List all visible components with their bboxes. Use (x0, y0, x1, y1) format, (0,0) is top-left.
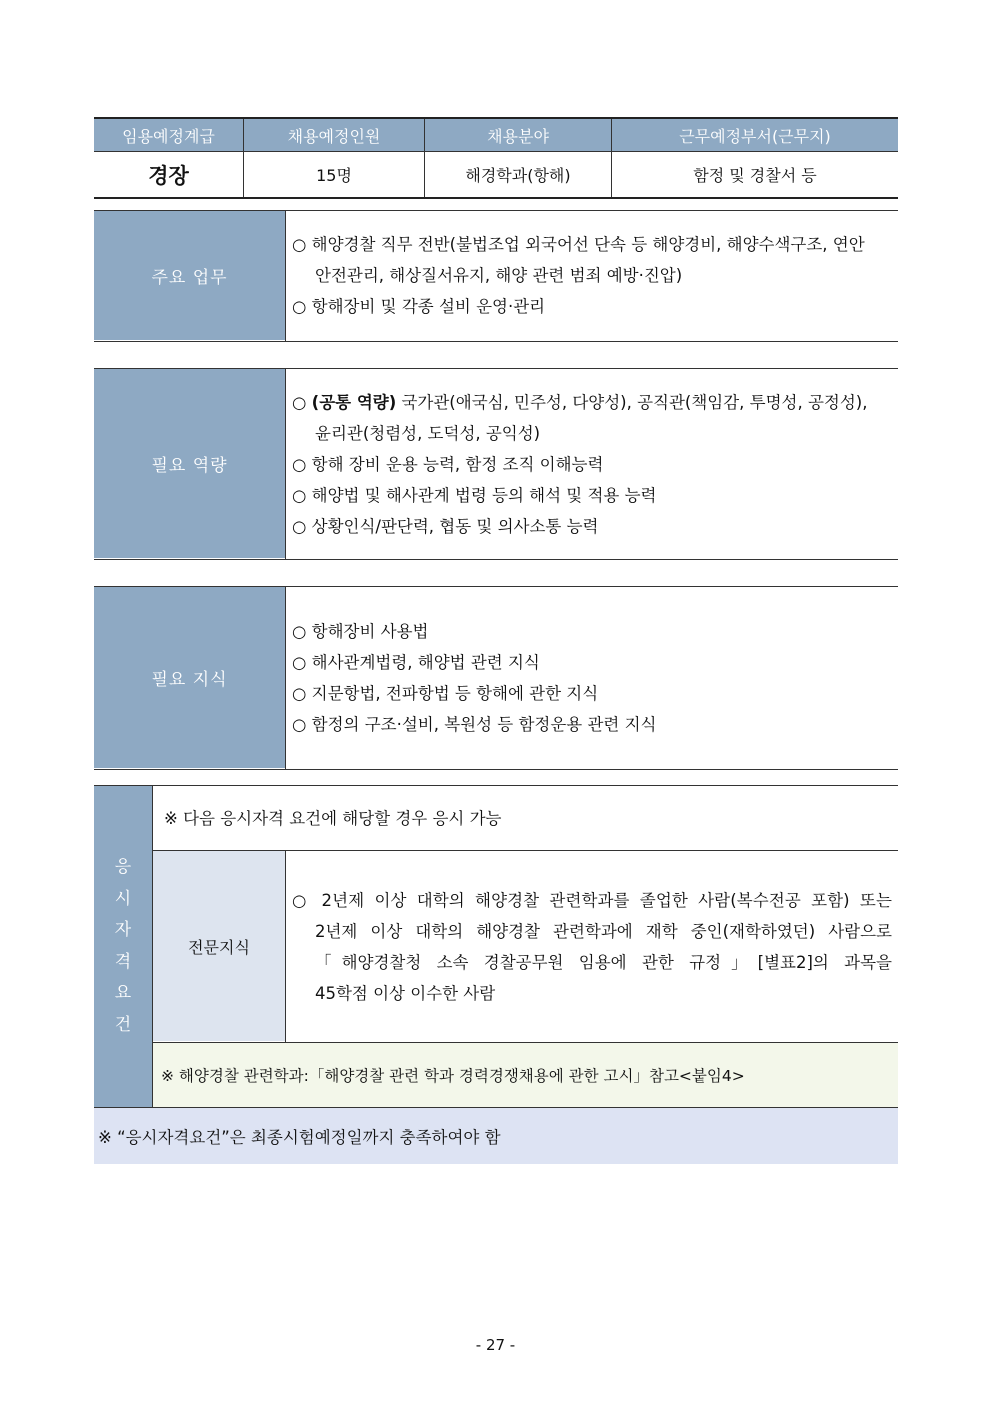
expertise-line: 45학점 이상 이수한 사람 (315, 984, 496, 1003)
knowledge-line: ○ 지문항법, 전파항법 등 항해에 관한 지식 (292, 684, 599, 703)
competency-line: 윤리관(청렴성, 도덕성, 공익성) (315, 424, 541, 443)
field-value: 해경학과(항해) (465, 166, 571, 185)
header-cell-headcount: 채용예정인원 (244, 119, 424, 151)
knowledge-line: ○ 항해장비 사용법 (292, 622, 429, 641)
header-cell-rank: 임용예정계급 (94, 119, 243, 151)
competency-content (286, 387, 898, 542)
eligibility-label-char: 요 (114, 983, 132, 1003)
eligibility-label-char: 자 (114, 920, 132, 940)
eligibility-label (94, 786, 152, 1107)
duty-line: ○ 항해장비 및 각종 설비 운영·관리 (292, 297, 546, 316)
expertise-label: 전문지식 (153, 851, 285, 1041)
eligibility-label-char: 건 (114, 1014, 132, 1035)
competency-section (94, 368, 898, 560)
expertise-line: 「해양경찰청 소속 경찰공무원 임용에 관한 규정」[별표2]의 과목을 (315, 953, 892, 972)
header-cell-department: 근무예정부서(근무지) (612, 119, 898, 151)
main-duties-label: 주요 업무 (94, 211, 285, 340)
expertise-content (286, 885, 898, 1009)
bullet-mark: ○ (292, 393, 312, 412)
main-duties-content (286, 229, 898, 322)
competency-line: ○ 해양법 및 해사관계 법령 등의 해석 및 적용 능력 (292, 486, 657, 505)
headcount-value: 15명 (316, 166, 352, 185)
knowledge-section (94, 586, 898, 770)
main-duties-section (94, 210, 898, 342)
department-value: 함정 및 경찰서 등 (693, 166, 817, 185)
competency-line: ○ 항해 장비 운용 능력, 함정 조직 이해능력 (292, 455, 604, 474)
reference-note: ※ 해양경찰 관련학과:「해양경찰 관련 학과 경력경쟁채용에 관한 고시」참고<붙임4> (153, 1043, 898, 1107)
eligibility-label-char: 응 (114, 857, 132, 877)
eligibility-label-char: 시 (114, 888, 132, 909)
expertise-line: ○ 2년제 이상 대학의 해양경찰 관련학과를 졸업한 사람(복수전공 포함) 또는 (292, 891, 892, 910)
common-competency-label: (공통 역량) (311, 393, 397, 412)
knowledge-label: 필요 지식 (94, 587, 285, 768)
header-cell-field: 채용분야 (425, 119, 611, 151)
page-number: - 27 - (475, 1336, 516, 1354)
duty-line: 안전관리, 해상질서유지, 해양 관련 범죄 예방·진압) (315, 266, 683, 285)
knowledge-line: ○ 해사관계법령, 해양법 관련 지식 (292, 653, 540, 672)
duty-line: ○ 해양경찰 직무 전반(불법조업 외국어선 단속 등 해양경비, 해양수색구조, 연안 (292, 235, 865, 254)
header-table (94, 117, 898, 199)
rank-value: 경장 (148, 163, 189, 188)
eligibility-note: ※ 다음 응시자격 요건에 해당할 경우 응시 가능 (164, 809, 502, 828)
expertise-line: 2년제 이상 대학의 해양경찰 관련학과에 재학 중인(재학하였던) 사람으로 (315, 922, 892, 941)
competency-line (292, 387, 894, 418)
competency-label: 필요 역량 (94, 369, 285, 558)
competency-line: ○ 상황인식/판단력, 협동 및 의사소통 능력 (292, 517, 599, 536)
knowledge-content (286, 616, 898, 740)
eligibility-section (94, 785, 898, 1108)
eligibility-label-char: 격 (114, 951, 132, 972)
knowledge-line: ○ 함정의 구조·설비, 복원성 등 함정운용 관련 지식 (292, 715, 657, 734)
competency-line-text: 국가관(애국심, 민주성, 다양성), 공직관(책임감, 투명성, 공정성), (396, 393, 868, 412)
footnote: ※ “응시자격요건”은 최종시험예정일까지 충족하여야 함 (94, 1108, 898, 1164)
